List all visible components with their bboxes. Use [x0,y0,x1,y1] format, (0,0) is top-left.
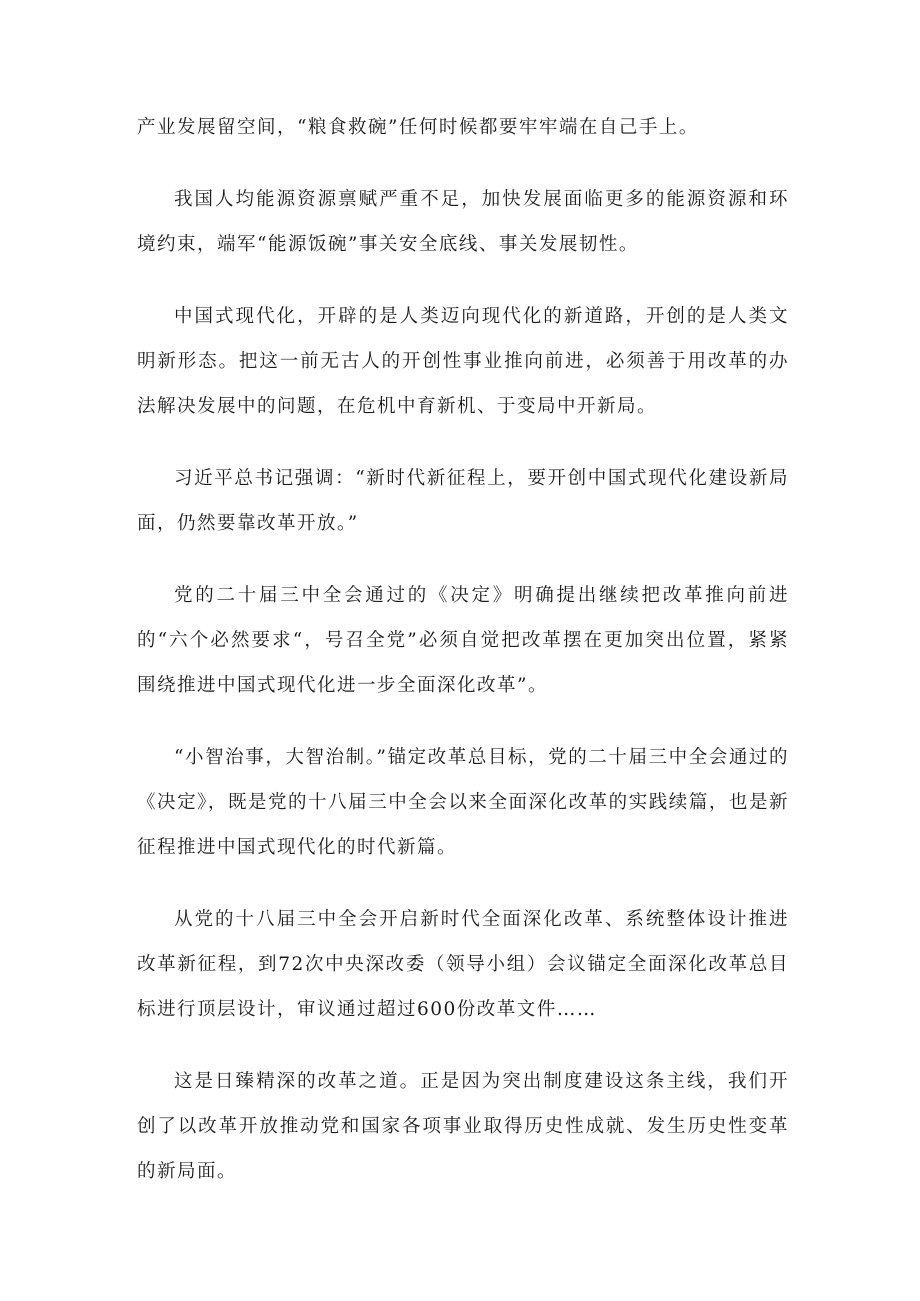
paragraph: 中国式现代化，开辟的是人类迈向现代化的新道路，开创的是人类文明新形态。把这一前无古人的开创性事业推向前进，必须善于用改革的办法解决发展中的问题，在危机中育新机、于变局中开新局。 [137,306,789,417]
paragraph: 党的二十届三中全会通过的《决定》明确提出继续把改革推向前进的“六个必然要求“，号召全党”必须自觉把改革摆在更加突出位置，紧紧围绕推进中国式现代化进一步全面深化改革”。 [137,585,789,696]
paragraph: 从党的十八届三中全会开启新时代全面深化改革、系统整体设计推进改革新征程，到72次中央深改委（领导小组）会议锚定全面深化改革总目标进行顶层设计，审议通过超过600份改革文件…… [137,909,789,1020]
paragraph: 这是日臻精深的改革之道。正是因为突出制度建设这条主线，我们开创了以改革开放推动党和国家各项事业取得历史性成就、发生历史性变革的新局面。 [137,1071,789,1182]
paragraph: 产业发展留空间，“粮食救碗”任何时候都要牢牢端在自己手上。 [137,117,699,138]
paragraph: 我国人均能源资源禀赋严重不足，加快发展面临更多的能源资源和环境约束，端军“能源饭碗”事关安全底线、事关发展韧性。 [137,189,789,255]
document-body [137,105,789,1221]
paragraph: “小智治事，大智治制。”锚定改革总目标，党的二十届三中全会通过的《决定》，既是党的十八届三中全会以来全面深化改革的实践续篇，也是新征程推进中国式现代化的时代新篇。 [137,747,789,858]
paragraph: 习近平总书记强调：“新时代新征程上，要开创中国式现代化建设新局面，仍然要靠改革开放。” [137,468,789,534]
